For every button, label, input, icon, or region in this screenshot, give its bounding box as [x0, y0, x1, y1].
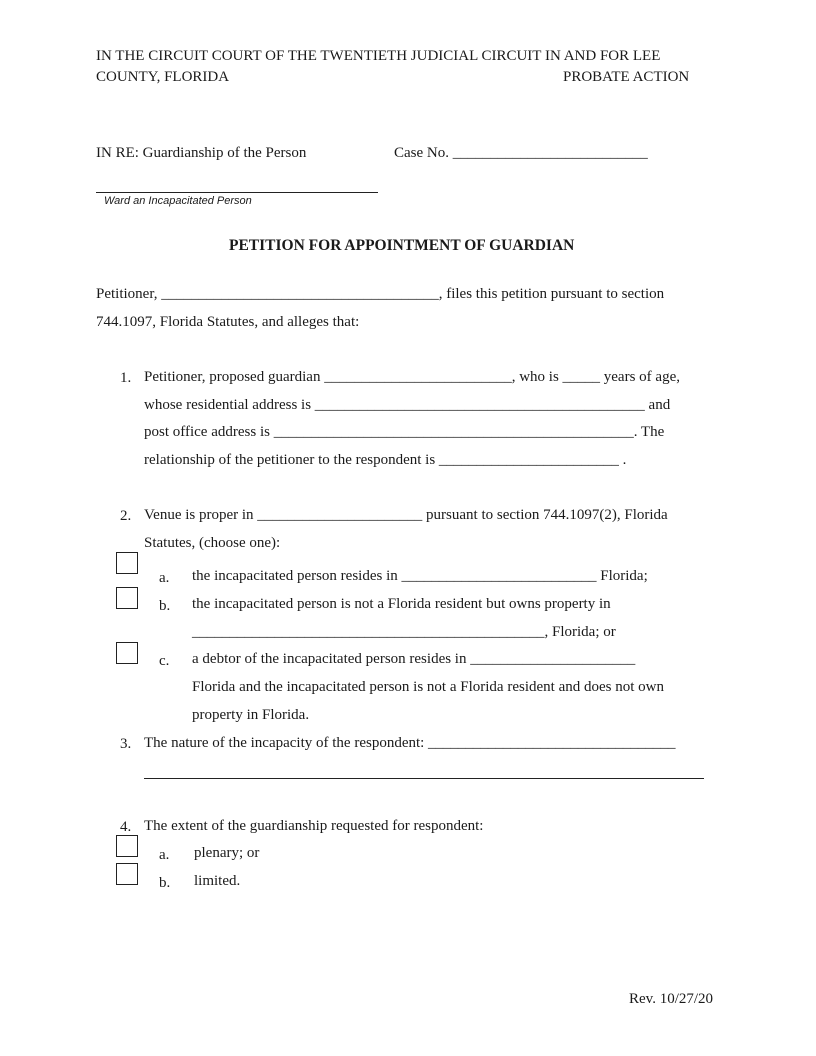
item-2-line-1: Venue is proper in ______________________ pursuant to section 744.1097(2), Florida	[144, 507, 668, 523]
venue-option-b-line-2: _______________________________________________, Florida; or	[192, 624, 616, 640]
venue-option-c-checkbox[interactable]	[116, 642, 138, 664]
item-1-line-2: whose residential address is ____________________________________________ and	[144, 397, 671, 413]
intro-line-2: 744.1097, Florida Statutes, and alleges that:	[96, 314, 360, 330]
item-4-line-1: The extent of the guardianship requested for respondent:	[144, 818, 484, 834]
guardianship-limited-checkbox[interactable]	[116, 863, 138, 885]
venue-option-a-letter: a.	[159, 570, 170, 586]
guardianship-limited-text: limited.	[194, 873, 241, 889]
venue-option-c-line-1: a debtor of the incapacitated person resides in ______________________	[192, 651, 636, 667]
venue-option-c-line-3: property in Florida.	[192, 707, 310, 723]
venue-option-b-checkbox[interactable]	[116, 587, 138, 609]
court-heading-action: PROBATE ACTION	[563, 69, 690, 85]
case-number-field[interactable]: Case No. __________________________	[394, 145, 648, 161]
venue-option-b-line-1: the incapacitated person is not a Florida resident but owns property in	[192, 596, 611, 612]
intro-line-1: Petitioner, _____________________________________, files this petition pursuant to section	[96, 286, 665, 302]
guardianship-plenary-text: plenary; or	[194, 845, 260, 861]
venue-option-c-line-2: Florida and the incapacitated person is not a Florida resident and does not own	[192, 679, 664, 695]
in-re-caption: IN RE: Guardianship of the Person	[96, 145, 307, 161]
venue-option-b-letter: b.	[159, 598, 171, 614]
revision-date: Rev. 10/27/20	[629, 991, 714, 1007]
venue-option-a-checkbox[interactable]	[116, 552, 138, 574]
ward-name-line[interactable]	[96, 192, 378, 193]
incapacity-continuation-line[interactable]	[144, 778, 704, 779]
court-heading-county: COUNTY, FLORIDA	[96, 69, 230, 85]
venue-option-c-letter: c.	[159, 653, 170, 669]
item-2-number: 2.	[120, 508, 132, 524]
item-1-line-1: Petitioner, proposed guardian _________________________, who is _____ years of age,	[144, 369, 680, 385]
document-title: PETITION FOR APPOINTMENT OF GUARDIAN	[229, 237, 575, 254]
ward-label: Ward an Incapacitated Person	[104, 195, 252, 207]
guardianship-plenary-letter: a.	[159, 847, 170, 863]
venue-option-a-text: the incapacitated person resides in __________________________ Florida;	[192, 568, 648, 584]
item-1-line-3: post office address is ________________________________________________. The	[144, 424, 665, 440]
guardianship-limited-letter: b.	[159, 875, 171, 891]
item-4-number: 4.	[120, 819, 132, 835]
item-1-number: 1.	[120, 370, 132, 386]
court-heading-line1: IN THE CIRCUIT COURT OF THE TWENTIETH JUDICIAL CIRCUIT IN AND FOR LEE	[96, 48, 661, 64]
guardianship-plenary-checkbox[interactable]	[116, 835, 138, 857]
item-3-number: 3.	[120, 736, 132, 752]
item-2-line-2: Statutes, (choose one):	[144, 535, 281, 551]
item-3-line-1: The nature of the incapacity of the respondent: _________________________________	[144, 735, 676, 751]
item-1-line-4: relationship of the petitioner to the respondent is ________________________ .	[144, 452, 627, 468]
